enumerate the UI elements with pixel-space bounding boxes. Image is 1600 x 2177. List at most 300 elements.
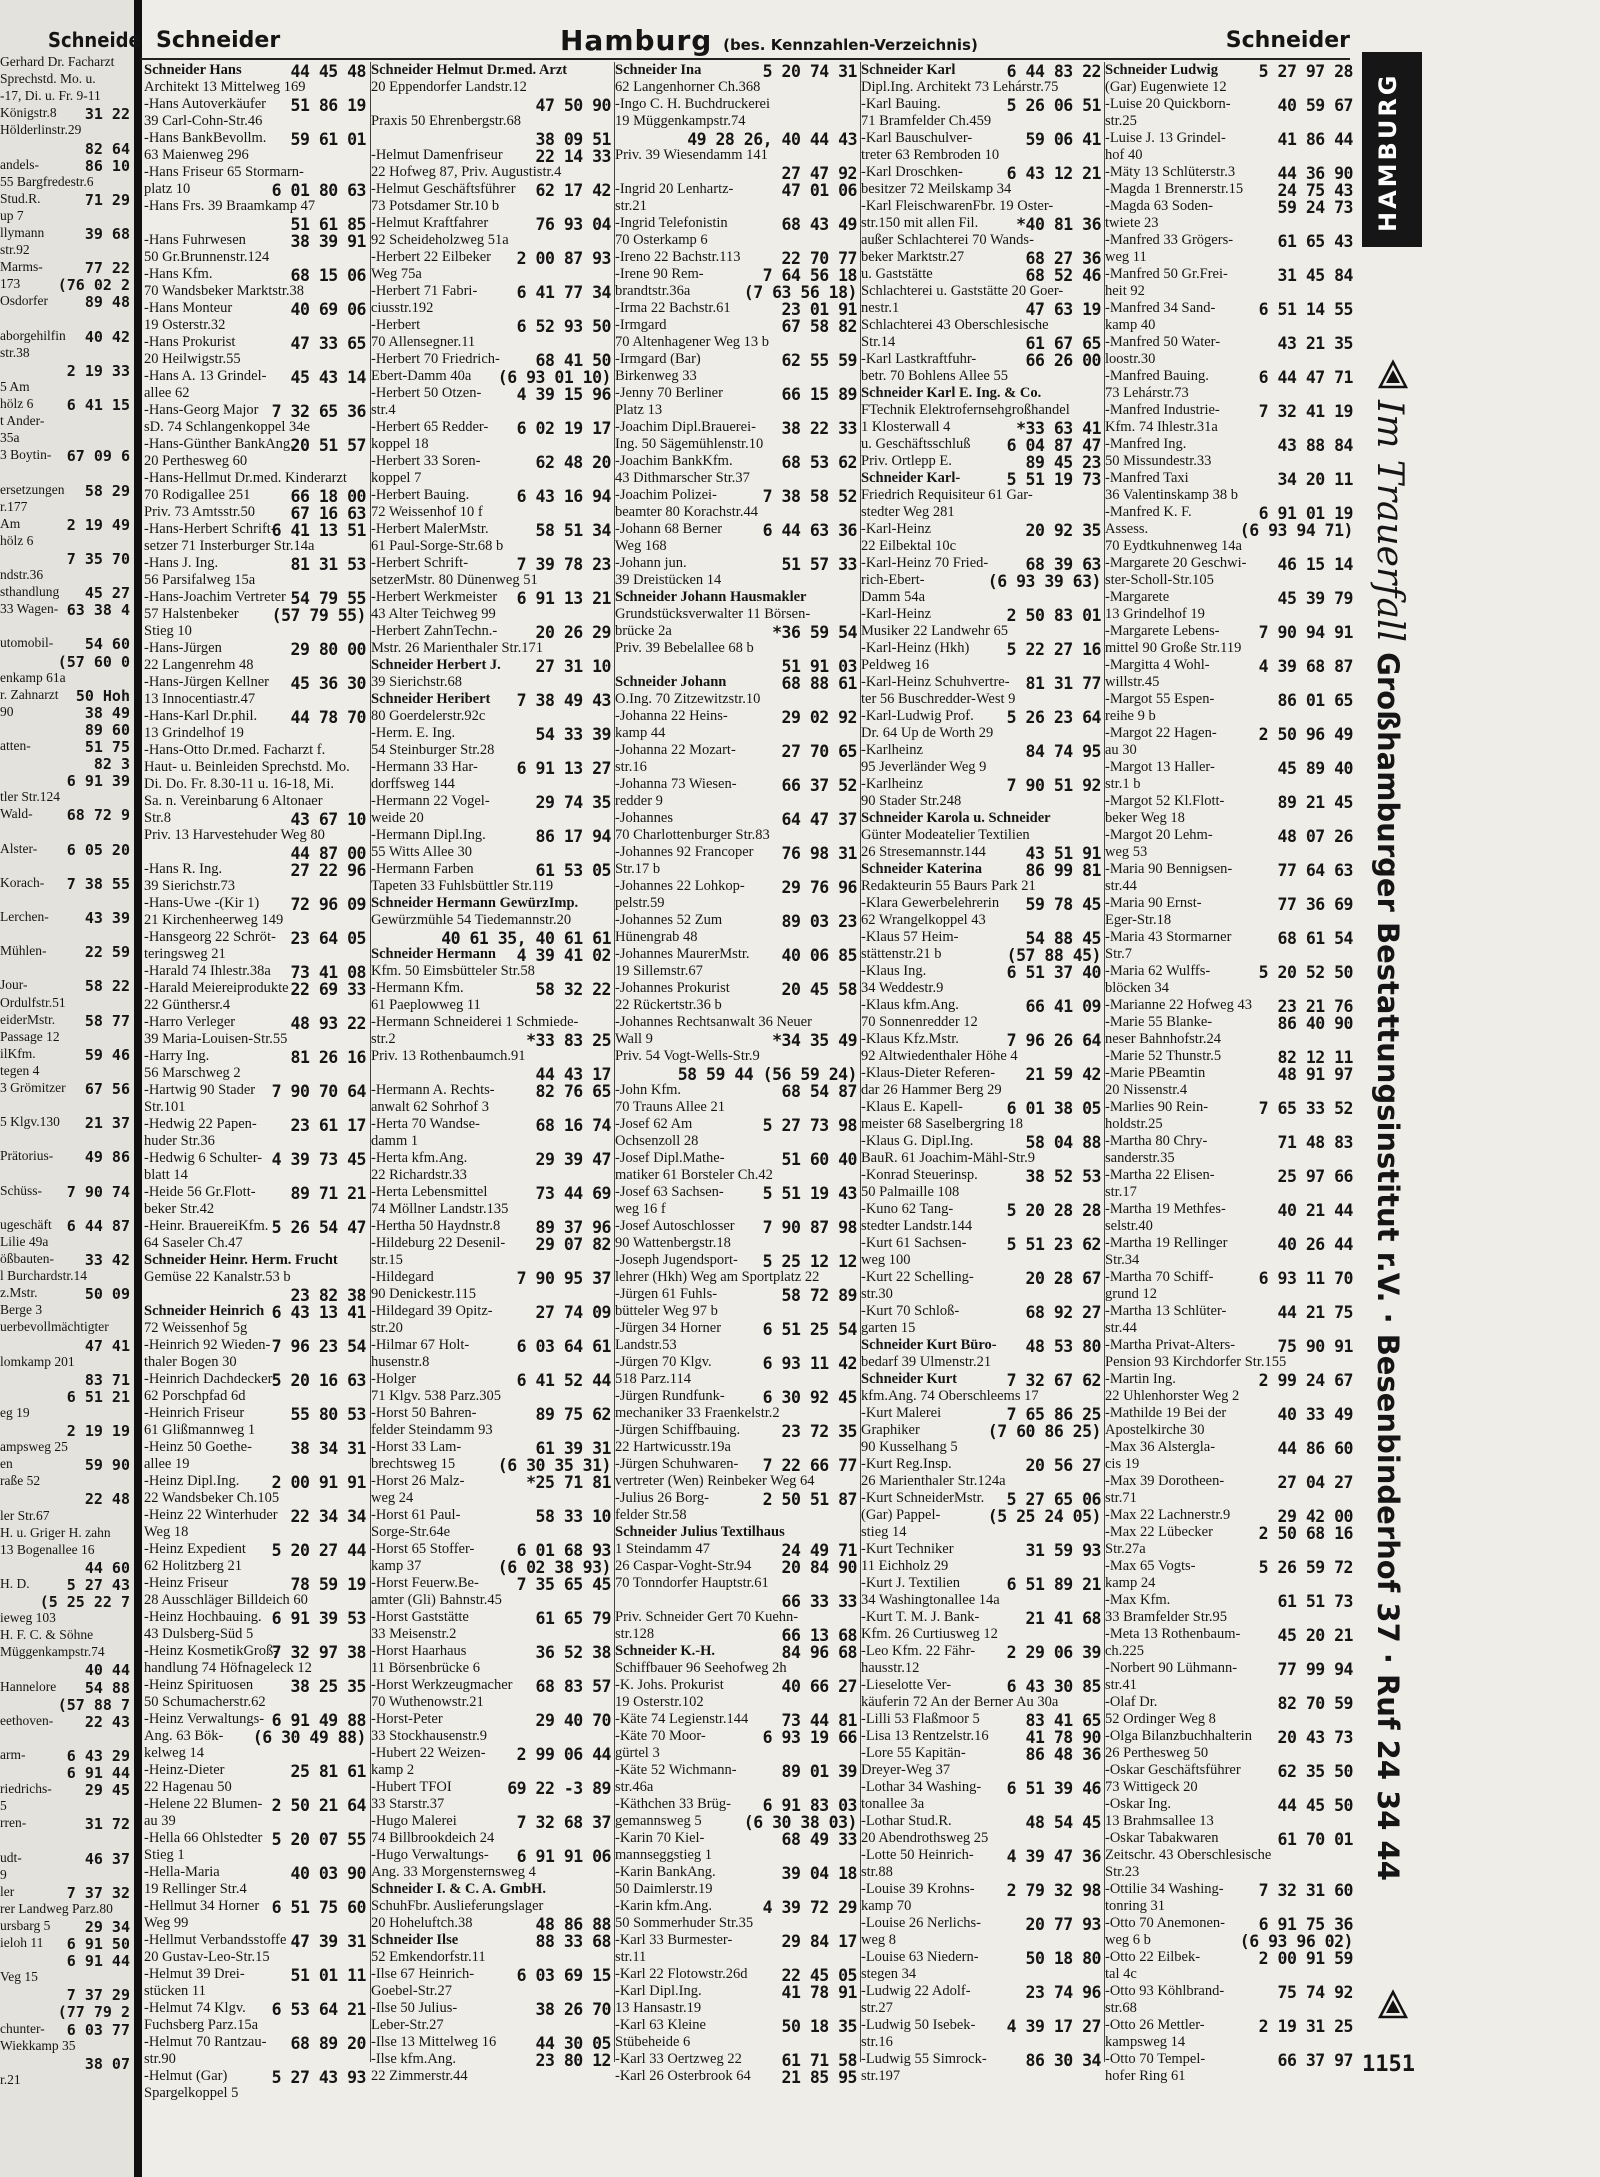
directory-entry (1105, 1031, 1355, 1048)
previous-page-text: Lerchen- (0, 909, 49, 924)
directory-entry (1105, 861, 1355, 878)
directory-entry (615, 1167, 859, 1184)
directory-entry (1105, 79, 1355, 96)
entry-text: garten 15 (861, 1320, 916, 1336)
directory-entry (1105, 1269, 1355, 1286)
directory-entry (371, 1354, 613, 1371)
entry-phone-number: (57 79 55) (271, 606, 366, 625)
entry-text: -Hubert TFOI (371, 1779, 452, 1795)
entry-text: Priv. 13 Harvestehuder Weg 80 (144, 827, 325, 843)
entry-text: 73 Potsdamer Str.10 b (371, 198, 500, 214)
entry-text: -Heinz Hochbauing. (144, 1609, 262, 1625)
entry-text: -Helmut Kraftfahrer (371, 215, 489, 231)
directory-entry (615, 1830, 859, 1847)
entry-phone-number: 7 90 70 64 (271, 1082, 366, 1101)
entry-phone-number: 7 35 65 45 (516, 1575, 611, 1594)
directory-entry (861, 2017, 1103, 2034)
entry-text: -Martin Ing. (1105, 1371, 1176, 1387)
directory-entry (1105, 1813, 1355, 1830)
directory-entry (861, 980, 1103, 997)
previous-page-text: chunter- (0, 2020, 45, 2036)
entry-text: Schneider Ludwig (1105, 62, 1218, 78)
entry-text: 39 Maria-Louisen-Str.55 (144, 1031, 288, 1047)
directory-entry (861, 1371, 1103, 1388)
entry-phone-number: 38 25 35 (290, 1677, 366, 1696)
entry-text: -Martha 13 Schlüter- (1105, 1303, 1227, 1319)
directory-entry (615, 317, 859, 334)
previous-page-number: 54 88 (84, 1678, 130, 1697)
entry-text: -Herta kfm.Ang. (371, 1150, 468, 1166)
directory-entry (371, 1524, 613, 1541)
previous-page-number: 22 48 (84, 1490, 130, 1509)
directory-entry (371, 1966, 613, 1983)
directory-entry (371, 130, 613, 147)
entry-phone-number: 7 64 56 18 (762, 266, 857, 285)
directory-entry (1105, 470, 1355, 487)
entry-text: Apostelkirche 30 (1105, 1422, 1205, 1438)
directory-entry (861, 1881, 1103, 1898)
directory-entry (615, 640, 859, 657)
directory-entry (1105, 589, 1355, 606)
entry-text: -Klara Gewerbelehrerin (861, 895, 1000, 911)
previous-page-text: ilKfm. (0, 1045, 36, 1061)
entry-text: Str.14 (861, 334, 896, 350)
directory-entry (615, 1745, 859, 1762)
entry-text: Schneider Katerina (861, 861, 982, 877)
directory-entry (615, 1320, 859, 1337)
directory-entry (615, 334, 859, 351)
entry-phone-number: 38 52 53 (1025, 1167, 1101, 1186)
entry-phone-number: 21 59 42 (1025, 1065, 1101, 1084)
entry-text: Dreyer-Weg 37 (861, 1762, 951, 1778)
directory-entry (371, 1439, 613, 1456)
directory-entry (861, 1490, 1103, 1507)
entry-phone-number: 5 22 27 16 (1006, 640, 1101, 659)
entry-text: Str.17 b (615, 861, 661, 877)
directory-entry (615, 997, 859, 1014)
directory-entry (615, 79, 859, 96)
previous-page-number: 5 27 43 (66, 1575, 130, 1594)
previous-page-header: Schneide (48, 28, 141, 52)
entry-phone-number: 77 64 63 (1277, 861, 1353, 880)
directory-entry (615, 1473, 859, 1490)
entry-phone-number: 27 70 65 (781, 742, 857, 761)
directory-entry (861, 1099, 1103, 1116)
entry-phone-number: 20 28 67 (1025, 1269, 1101, 1288)
directory-entry (144, 691, 368, 708)
entry-text: vertreter (Wen) Reinbeker Weg 64 (615, 1473, 815, 1489)
entry-text: -Max Kfm. (1105, 1592, 1171, 1608)
directory-entry (144, 1167, 368, 1184)
directory-entry (861, 844, 1103, 861)
entry-text: -Kurt J. Textilien (861, 1575, 960, 1591)
entry-phone-number: 68 49 33 (781, 1830, 857, 1849)
directory-entry (861, 1218, 1103, 1235)
directory-entry (861, 487, 1103, 504)
entry-text: 20 Nissenstr.4 (1105, 1082, 1188, 1098)
entry-text: str.150 mit allen Fil. (861, 215, 979, 231)
directory-entry (1105, 351, 1355, 368)
entry-text: 22 Günthersr.4 (144, 997, 231, 1013)
entry-text: -Hans-Hellmut Dr.med. Kinderarzt (144, 470, 347, 486)
directory-entry (861, 2068, 1103, 2085)
entry-text: -Johannes MaurerMstr. (615, 946, 750, 962)
entry-text: Ochsenzoll 28 (615, 1133, 699, 1149)
directory-entry (861, 878, 1103, 895)
entry-phone-number: 4 39 47 36 (1006, 1847, 1101, 1866)
directory-entry (144, 742, 368, 759)
directory-entry (144, 487, 368, 504)
entry-text: pelstr.59 (615, 895, 665, 911)
entry-phone-number: 5 27 97 28 (1258, 62, 1353, 81)
entry-text: -Marie 52 Thunstr.5 (1105, 1048, 1222, 1064)
entry-phone-number: 5 20 28 28 (1006, 1201, 1101, 1220)
entry-text: 13 Brahmsallee 13 (1105, 1813, 1214, 1829)
directory-entry (615, 1422, 859, 1439)
directory-entry (861, 1779, 1103, 1796)
previous-page-number: 22 59 (84, 943, 130, 962)
directory-entry (861, 827, 1103, 844)
entry-text: 62 Porschpfad 6d (144, 1388, 246, 1404)
directory-entry (1105, 2034, 1355, 2051)
previous-page-text: ugeschäft (0, 1216, 52, 1232)
directory-entry (371, 1847, 613, 1864)
entry-phone-number: 23 82 38 (290, 1286, 366, 1305)
entry-text: Schneider Karola u. Schneider (861, 810, 1051, 826)
previous-page-number: 6 91 44 (66, 1764, 130, 1782)
directory-entry (615, 198, 859, 215)
entry-text: Stübeheide 6 (615, 2034, 691, 2050)
directory-entry (615, 759, 859, 776)
entry-phone-number: 66 37 52 (781, 776, 857, 795)
directory-entry (615, 776, 859, 793)
directory-entry (1105, 742, 1355, 759)
entry-text: loostr.30 (1105, 351, 1156, 367)
directory-entry (371, 79, 613, 96)
entry-text: Schneider Kurt Büro- (861, 1337, 997, 1353)
entry-text: -Ilse kfm.Ang. (371, 2051, 456, 2067)
directory-entry (144, 113, 368, 130)
previous-page-text: utomobil- (0, 635, 54, 651)
entry-text: -Hans Kfm. (144, 266, 213, 282)
directory-entry (144, 368, 368, 385)
entry-phone-number: 51 60 40 (781, 1150, 857, 1169)
entry-text: Sorge-Str.64e (371, 1524, 451, 1540)
previous-page-text: lomkamp 201 (0, 1353, 75, 1369)
previous-page-number: 58 29 (84, 481, 130, 500)
entry-text: -Josef Autoschlosser (615, 1218, 735, 1234)
entry-phone-number: 21 41 68 (1025, 1609, 1101, 1628)
directory-entry (615, 1915, 859, 1932)
directory-entry (371, 470, 613, 487)
entry-text: Schneider Helmut Dr.med. Arzt (371, 62, 568, 78)
entry-phone-number: (7 63 56 18) (743, 283, 857, 302)
entry-text: -Luise J. 13 Grindel- (1105, 130, 1226, 146)
directory-entry (615, 1150, 859, 1167)
directory-entry (1105, 1694, 1355, 1711)
entry-text: Zeitschr. 43 Oberschlesische (1105, 1847, 1272, 1863)
entry-text: -Karl-Heinz (861, 606, 932, 622)
directory-entry (1105, 997, 1355, 1014)
entry-phone-number: 23 80 12 (535, 2051, 611, 2070)
entry-text: 22 Zimmerstr.44 (371, 2068, 468, 2084)
previous-page-number: 40 44 (84, 1661, 130, 1680)
entry-text: 61 Paeplowweg 11 (371, 997, 481, 1013)
entry-text: 22 Rückertstr.36 b (615, 997, 722, 1013)
entry-text: -Helene 22 Blumen- (144, 1796, 263, 1812)
entry-phone-number: 66 15 89 (781, 385, 857, 404)
entry-text: -Manfred Taxi (1105, 470, 1189, 486)
directory-entry (371, 640, 613, 657)
entry-text: 70 Wandsbeker Marktstr.38 (144, 283, 305, 299)
entry-text: -Josef 63 Sachsen- (615, 1184, 724, 1200)
entry-phone-number: 62 17 42 (535, 181, 611, 200)
entry-text: 70 Eydtkuhnenweg 14a (1105, 538, 1242, 554)
directory-entry (144, 2051, 368, 2068)
entry-text: 73 Wittigeck 20 (1105, 1779, 1198, 1795)
entry-phone-number: 73 41 08 (290, 963, 366, 982)
directory-entry (144, 334, 368, 351)
directory-entry (371, 1864, 613, 1881)
directory-entry (371, 555, 613, 572)
directory-entry (615, 2000, 859, 2017)
entry-text: -Kurt SchneiderMstr. (861, 1490, 985, 1506)
directory-entry (861, 1592, 1103, 1609)
directory-entry (615, 1303, 859, 1320)
entry-text: 70 Wuthenowstr.21 (371, 1694, 484, 1710)
directory-entry (144, 1660, 368, 1677)
entry-text: -Karl FleischwarenFbr. 19 Oster- (861, 198, 1054, 214)
entry-text: str.11 (615, 1949, 647, 1965)
entry-text: -Hans J. Ing. (144, 555, 219, 571)
entry-phone-number: 50 18 35 (781, 2017, 857, 2036)
directory-entry (615, 1541, 859, 1558)
directory-entry (615, 1184, 859, 1201)
header-city (560, 24, 978, 57)
entry-text: u. Geschäftsschluß (861, 436, 971, 452)
directory-entry (371, 1286, 613, 1303)
previous-page-number: (57 60 0 (57, 652, 130, 671)
previous-page-number: 2 19 49 (66, 515, 130, 534)
entry-text: Kfm. 74 Ihlestr.31a (1105, 419, 1218, 435)
entry-text: Schneider Julius Textilhaus (615, 1524, 785, 1540)
entry-text: -Louise 26 Nerlichs- (861, 1915, 981, 1931)
entry-phone-number: 40 26 44 (1277, 1235, 1353, 1254)
previous-page-text: ampsweg 25 (0, 1439, 68, 1455)
entry-text: -Harry Ing. (144, 1048, 210, 1064)
entry-text: 11 Börsenbrücke 6 (371, 1660, 480, 1676)
entry-phone-number: 38 26 70 (535, 2000, 611, 2019)
entry-phone-number: 6 44 63 36 (762, 521, 857, 540)
directory-entry (371, 2034, 613, 2051)
directory-entry (1105, 878, 1355, 895)
entry-phone-number: 75 74 92 (1277, 1983, 1353, 2002)
entry-phone-number: 6 51 39 46 (1006, 1779, 1101, 1798)
entry-phone-number: 66 18 00 (290, 487, 366, 506)
entry-text: dorffsweg 144 (371, 776, 455, 792)
directory-entry (144, 623, 368, 640)
directory-entry (861, 1014, 1103, 1031)
entry-phone-number: *25 71 81 (526, 1473, 611, 1492)
previous-page-number: 86 10 (84, 156, 130, 175)
entry-text: -Jürgen 61 Fuhls- (615, 1286, 718, 1302)
entry-phone-number: 6 93 11 42 (762, 1354, 857, 1373)
entry-phone-number: 86 30 34 (1025, 2051, 1101, 2070)
entry-text: str.44 (1105, 1320, 1137, 1336)
entry-phone-number: 6 04 87 47 (1006, 436, 1101, 455)
entry-text: Spargelkoppel 5 (144, 2085, 239, 2101)
entry-text: -Ludwig 50 Isebek- (861, 2017, 976, 2033)
entry-text: -Mathilde 19 Bei der (1105, 1405, 1227, 1421)
directory-entry (615, 1082, 859, 1099)
directory-entry (861, 1558, 1103, 1575)
entry-phone-number: 54 79 55 (290, 589, 366, 608)
directory-entry (861, 1422, 1103, 1439)
directory-entry (371, 1643, 613, 1660)
directory-entry (615, 572, 859, 589)
entry-text: 26 Perthesweg 50 (1105, 1745, 1209, 1761)
directory-entry (861, 555, 1103, 572)
entry-phone-number: 7 32 31 60 (1258, 1881, 1353, 1900)
entry-phone-number: 45 20 21 (1277, 1626, 1353, 1645)
entry-text: Praxis 50 Ehrenbergstr.68 (371, 113, 521, 129)
directory-entry (144, 1864, 368, 1881)
previous-page-text: sthandlung (0, 584, 60, 600)
entry-text: -Klaus Kfz.Mstr. (861, 1031, 959, 1047)
directory-entry (371, 1235, 613, 1252)
entry-phone-number: 68 61 54 (1277, 929, 1353, 948)
directory-entry (144, 1813, 368, 1830)
directory-entry (1105, 436, 1355, 453)
entry-text: 34 Washingtonallee 14a (861, 1592, 1000, 1608)
entry-text: Mstr. 26 Marienthaler Str.171 (371, 640, 543, 656)
entry-text: weg 16 f (615, 1201, 666, 1217)
directory-entry (861, 776, 1103, 793)
entry-text: treter 63 Rembroden 10 (861, 147, 1000, 163)
entry-text: -Maria 62 Wulffs- (1105, 963, 1211, 979)
entry-text: -Helmut (Gar) (144, 2068, 228, 2084)
directory-entry (144, 1558, 368, 1575)
entry-text: 13 Grindelhof 19 (144, 725, 244, 741)
entry-text: Gewürzmühle 54 Tiedemannstr.20 (371, 912, 572, 928)
previous-page-number: 6 91 44 (66, 1952, 130, 1971)
directory-entry (615, 419, 859, 436)
directory-entry (1105, 1337, 1355, 1354)
entry-text: str.16 (615, 759, 647, 775)
entry-text: nestr.1 (861, 300, 900, 316)
directory-entry (615, 368, 859, 385)
entry-phone-number: 83 41 65 (1025, 1711, 1101, 1730)
entry-phone-number: 76 93 04 (535, 215, 611, 234)
entry-text: Priv. Schneider Gert 70 Kuehn- (615, 1609, 799, 1625)
entry-phone-number: 38 09 51 (535, 130, 611, 149)
directory-entry (861, 912, 1103, 929)
entry-text: platz 10 (144, 181, 191, 197)
directory-entry (1105, 283, 1355, 300)
directory-entry (861, 810, 1103, 827)
directory-entry (371, 1116, 613, 1133)
directory-entry (144, 215, 368, 232)
directory-entry (371, 691, 613, 708)
directory-entry (371, 402, 613, 419)
entry-text: käuferin 72 An der Berner Au 30a (861, 1694, 1059, 1710)
entry-text: tonring 31 (1105, 1898, 1166, 1914)
entry-text: -Karl 33 Burmester- (615, 1932, 733, 1948)
directory-entry (371, 487, 613, 504)
entry-text: weide 20 (371, 810, 424, 826)
entry-text: 21 Kirchenheerweg 149 (144, 912, 284, 928)
directory-entry (144, 62, 368, 79)
entry-text: Priv. 73 Amtsstr.50 (144, 504, 256, 520)
directory-column-2 (370, 62, 613, 2084)
entry-text: anwalt 62 Sohrhof 3 (371, 1099, 489, 1115)
directory-entry (144, 640, 368, 657)
entry-text: FTechnik Elektrofernsehgroßhandel (861, 402, 1070, 418)
entry-text: Birkenweg 33 (615, 368, 697, 384)
entry-phone-number: 61 65 43 (1277, 232, 1353, 251)
directory-entry (1105, 334, 1355, 351)
entry-text: 56 Parsifalweg 15a (144, 572, 256, 588)
directory-entry (144, 708, 368, 725)
entry-text: -Johannes 22 Lohkop- (615, 878, 745, 894)
entry-text: Schneider Ilse (371, 1932, 459, 1948)
previous-page-text: udt- (0, 1849, 22, 1865)
entry-text: Priv. 54 Vogt-Wells-Str.9 (615, 1048, 760, 1064)
previous-page-text: 55 Bargfredestr.6 (0, 173, 94, 189)
entry-phone-number: 29 42 00 (1277, 1507, 1353, 1526)
entry-text: Priv. 39 Wiesendamm 141 (615, 147, 768, 163)
entry-text: au 30 (1105, 742, 1137, 758)
directory-entry (144, 1711, 368, 1728)
entry-text: 22 Hagenau 50 (144, 1779, 232, 1795)
entry-text: -Hermann Farben (371, 861, 474, 877)
directory-entry (615, 1813, 859, 1830)
entry-phone-number: 40 06 85 (781, 946, 857, 965)
directory-entry (144, 1303, 368, 1320)
entry-text: -Ingrid Telefonistin (615, 215, 728, 231)
entry-text: 56 Marschweg 2 (144, 1065, 241, 1081)
directory-entry (1105, 1150, 1355, 1167)
directory-entry (861, 1677, 1103, 1694)
entry-text: -Karl-Heinz 70 Fried- (861, 555, 989, 571)
directory-entry (371, 164, 613, 181)
directory-entry (615, 1218, 859, 1235)
entry-text: Schneider Heribert (371, 691, 491, 707)
directory-entry (371, 997, 613, 1014)
directory-entry (615, 1116, 859, 1133)
directory-entry (615, 1847, 859, 1864)
directory-entry (371, 1150, 613, 1167)
entry-phone-number: 7 90 87 98 (762, 1218, 857, 1237)
directory-entry (615, 164, 859, 181)
directory-entry (861, 538, 1103, 555)
entry-text: -Hans BankBevollm. (144, 130, 267, 146)
directory-entry (1105, 1762, 1355, 1779)
directory-entry (1105, 1966, 1355, 1983)
entry-text: -Käte 52 Wichmann- (615, 1762, 737, 1778)
directory-entry (371, 1609, 613, 1626)
directory-entry (144, 555, 368, 572)
directory-entry (1105, 1864, 1355, 1881)
directory-entry (371, 1796, 613, 1813)
entry-phone-number: 84 96 68 (781, 1643, 857, 1662)
entry-phone-number: 46 15 14 (1277, 555, 1353, 574)
entry-text: str.44 (1105, 878, 1137, 894)
directory-entry (861, 504, 1103, 521)
entry-text: Ebert-Damm 40a (371, 368, 472, 384)
entry-phone-number: 6 91 01 19 (1258, 504, 1353, 523)
directory-entry (861, 1456, 1103, 1473)
